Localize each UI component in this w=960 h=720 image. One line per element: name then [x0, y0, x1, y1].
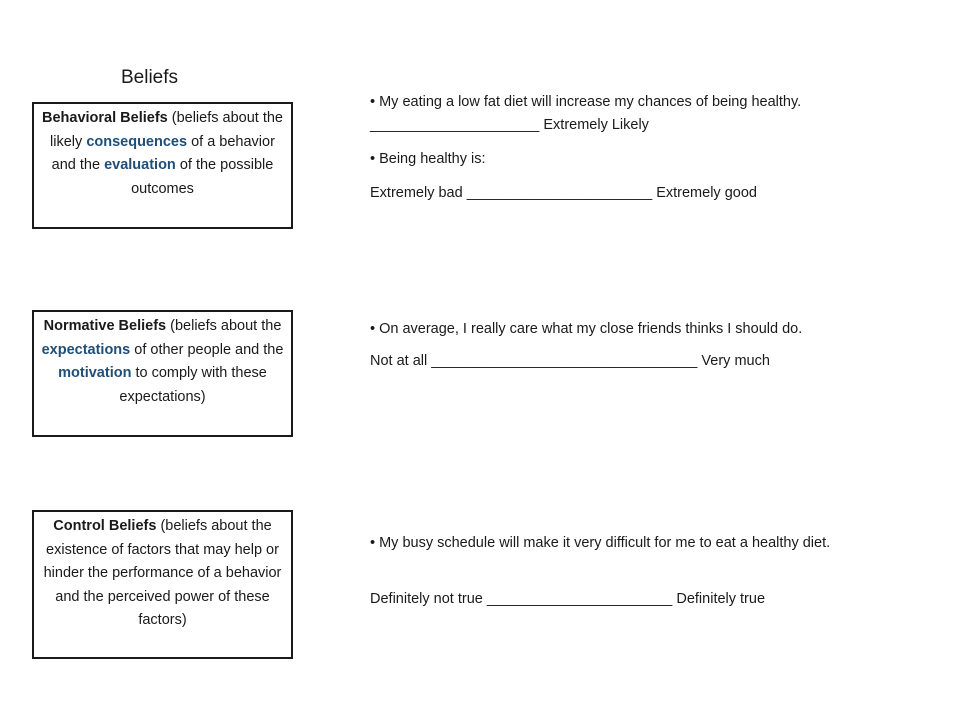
- control-beliefs-box: [32, 510, 293, 659]
- page-title: Beliefs: [121, 67, 179, 88]
- consequences-highlight: consequences: [86, 133, 188, 150]
- normative-text-1: (beliefs about the: [166, 318, 282, 334]
- normative-beliefs-heading: Normative Beliefs: [43, 318, 167, 334]
- behavioral-text-1: (beliefs about the likely: [50, 110, 283, 150]
- evaluation-highlight: evaluation: [104, 157, 176, 173]
- behavioral-text-3: of the possible outcomes: [131, 157, 274, 197]
- behavioral-beliefs-box: [32, 102, 293, 229]
- behavioral-beliefs-heading: Behavioral Beliefs: [41, 110, 168, 126]
- behavioral-scale: Extremely bad _______________________ Extremely good: [370, 185, 757, 201]
- control-beliefs-heading: Control Beliefs: [53, 518, 157, 534]
- control-question: • My busy schedule will make it very difficult for me to eat a healthy diet.: [370, 535, 831, 551]
- behavioral-text-2: of a behavior and the: [51, 133, 275, 173]
- control-scale: Definitely not true _______________________ Definitely true: [370, 591, 766, 607]
- normative-question: • On average, I really care what my close friends thinks I should do.: [370, 321, 803, 337]
- behavioral-question-1: • My eating a low fat diet will increase my chances of being healthy. _____________________ Extremely Likely: [370, 94, 802, 133]
- motivation-highlight: motivation: [58, 365, 132, 381]
- normative-text-3: to comply with these expectations): [119, 365, 267, 405]
- behavioral-question-2: • Being healthy is:: [370, 151, 486, 167]
- normative-beliefs-box: [32, 310, 293, 437]
- expectations-highlight: expectations: [41, 341, 131, 358]
- control-text-1: (beliefs about the existence of factors that may help or hinder the performance of a behavior and the perceived power of these factors): [43, 518, 282, 628]
- normative-text-2: of other people and the: [130, 341, 284, 358]
- normative-scale: Not at all _________________________________ Very much: [370, 353, 770, 369]
